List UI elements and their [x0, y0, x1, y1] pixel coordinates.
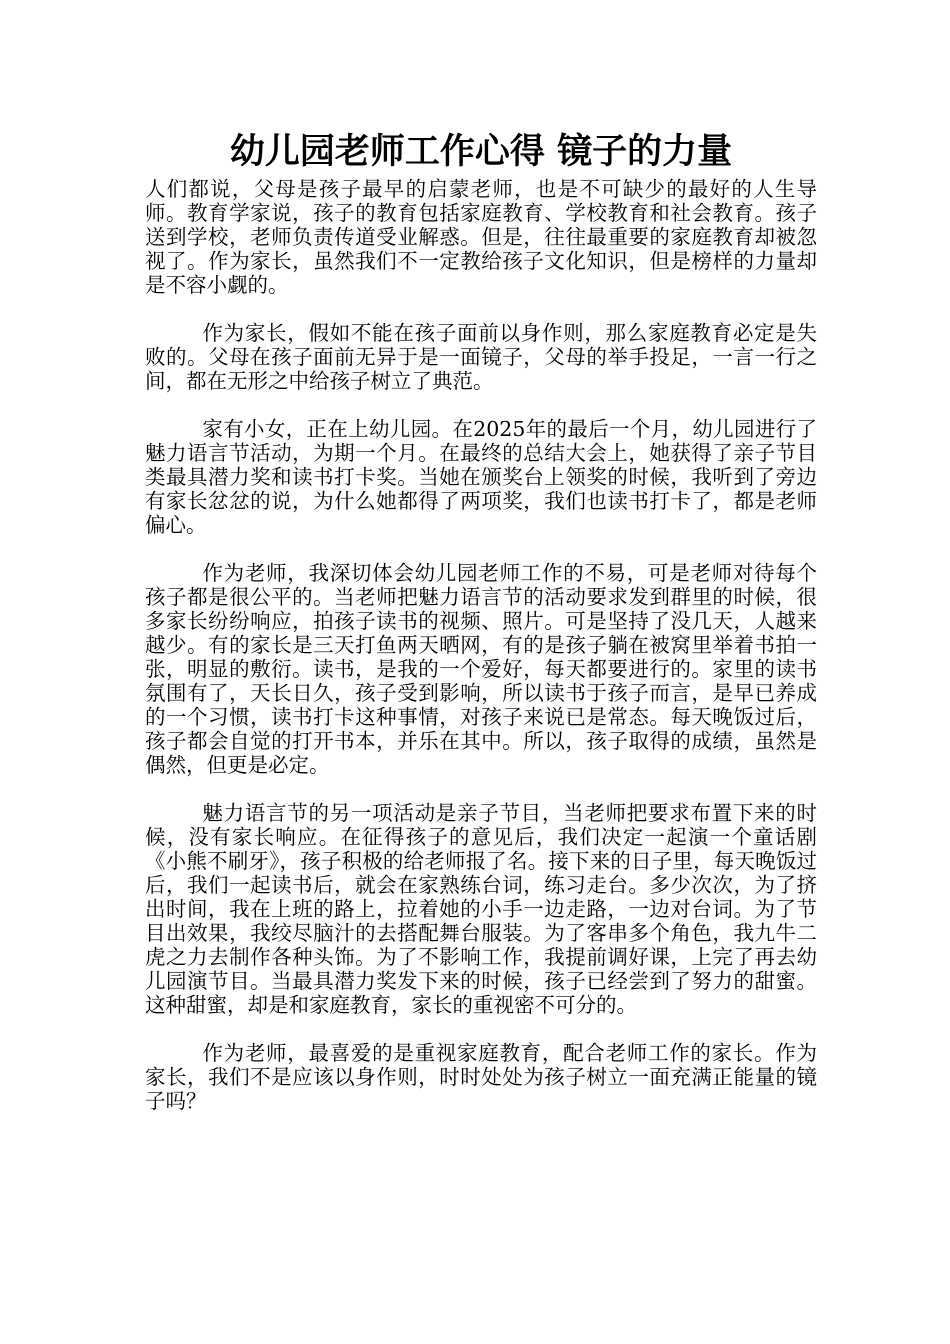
document-title: 幼儿园老师工作心得 镜子的力量 — [229, 132, 733, 172]
paragraph-3: 家有小女，正在上幼儿园。在2025年的最后一个月，幼儿园进行了魅力语言节活动，为期一个月。在最终的总结大会上，她获得了亲子节目类最具潜力奖和读书打卡奖。当她在颁奖台上领奖的时候，我听到了旁边有家长忿忿的说，为什么她都得了两项奖，我们也读书打卡了，都是老师偏心。 — [145, 417, 817, 537]
document-body — [145, 177, 817, 1113]
paragraph-5: 魅力语言节的另一项活动是亲子节目，当老师把要求布置下来的时候，没有家长响应。在征得孩子的意见后，我们决定一起演一个童话剧《小熊不刷牙》，孩子积极的给老师报了名。接下来的日子里，每天晚饭过后，我们一起读书后，就会在家熟练台词，练习走台。多少次次，为了挤出时间，我在上班的路上，拉着她的小手一边走路，一边对台词。为了节目出效果，我绞尽脑汁的去搭配舞台服装。为了客串多个角色，我九牛二虎之力去制作各种头饰。为了不影响工作，我提前调好课，上完了再去幼儿园演节目。当最具潜力奖发下来的时候，孩子已经尝到了努力的甜蜜。这种甜蜜，却是和家庭教育，家长的重视密不可分的。 — [145, 801, 817, 1017]
document-page — [145, 128, 817, 1137]
paragraph-2: 作为家长，假如不能在孩子面前以身作则，那么家庭教育必定是失败的。父母在孩子面前无异于是一面镜子，父母的举手投足，一言一行之间，都在无形之中给孩子树立了典范。 — [145, 321, 817, 393]
paragraph-6: 作为老师，最喜爱的是重视家庭教育，配合老师工作的家长。作为家长，我们不是应该以身作则，时时处处为孩子树立一面充满正能量的镜子吗？ — [145, 1041, 817, 1113]
paragraph-4: 作为老师，我深切体会幼儿园老师工作的不易，可是老师对待每个孩子都是很公平的。当老师把魅力语言节的活动要求发到群里的时候，很多家长纷纷响应，拍孩子读书的视频、照片。可是坚持了没几天，人越来越少。有的家长是三天打鱼两天晒网，有的是孩子躺在被窝里举着书拍一张，明显的敷衍。读书，是我的一个爱好，每天都要进行的。家里的读书氛围有了，天长日久，孩子受到影响，所以读书于孩子而言，是早已养成的一个习惯，读书打卡这种事情，对孩子来说已是常态。每天晚饭过后，孩子都会自觉的打开书本，并乐在其中。所以，孩子取得的成绩，虽然是偶然，但更是必定。 — [145, 561, 817, 777]
paragraph-1: 人们都说，父母是孩子最早的启蒙老师，也是不可缺少的最好的人生导师。教育学家说，孩子的教育包括家庭教育、学校教育和社会教育。孩子送到学校，老师负责传道受业解惑。但是，往往最重要的家庭教育却被忽视了。作为家长，虽然我们不一定教给孩子文化知识，但是榜样的力量却是不容小觑的。 — [145, 177, 817, 297]
